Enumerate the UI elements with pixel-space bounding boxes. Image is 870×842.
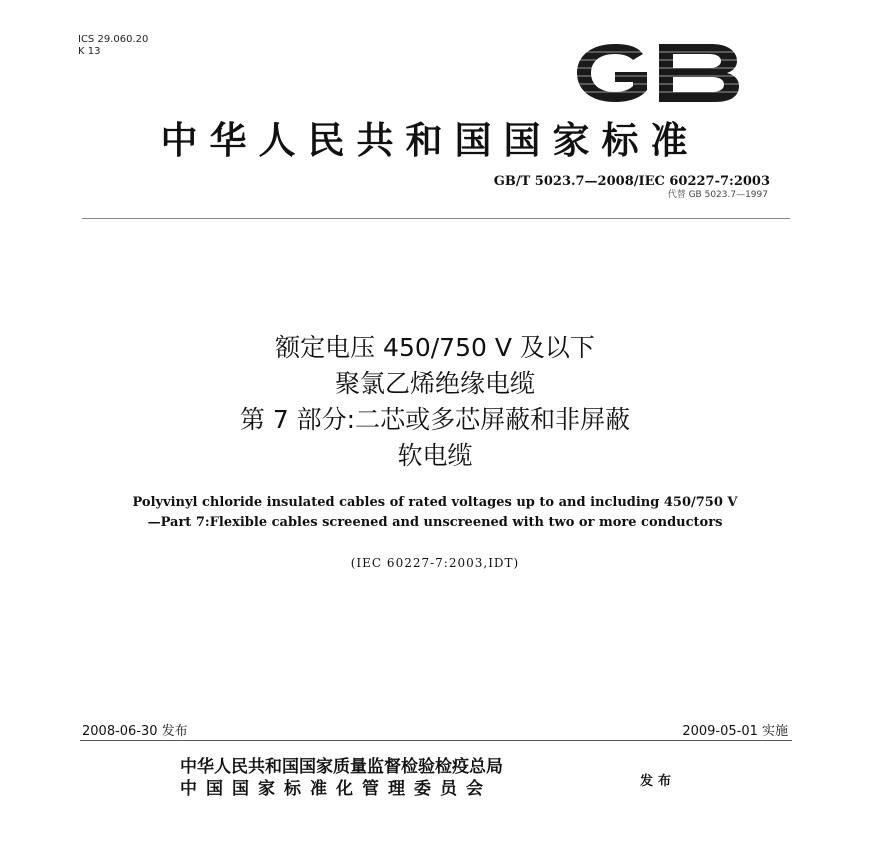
gb-logo-icon: [571, 40, 743, 106]
ics-code: ICS 29.060.20: [78, 34, 149, 45]
header-divider: [82, 218, 790, 219]
equivalence-note: (IEC 60227-7:2003,IDT): [350, 556, 520, 570]
cn-title-line-4: 软电缆: [397, 441, 473, 470]
classification-code: K 13: [78, 46, 101, 57]
footer-divider: [80, 740, 792, 741]
cn-title-line-3: 第 7 部分:二芯或多芯屏蔽和非屏蔽: [239, 405, 631, 434]
publish-label: 发布: [640, 774, 677, 789]
cn-title-line-1: 额定电压 450/750 V 及以下: [275, 333, 595, 362]
national-standard-heading: 中华人民共和国国家标准: [160, 118, 700, 162]
issuer-line-2: 中国国家标准化管理委员会: [180, 779, 492, 799]
en-title-line-2: —Part 7:Flexible cables screened and unscreened with two or more conductors: [147, 515, 723, 530]
replaces-note: 代替 GB 5023.7—1997: [667, 190, 768, 200]
issuer-line-1: 中华人民共和国国家质量监督检验检疫总局: [180, 757, 503, 777]
en-title-line-1: Polyvinyl chloride insulated cables of rated voltages up to and including 450/750 V: [132, 495, 738, 510]
classification-codes: [78, 34, 148, 58]
standard-number: GB/T 5023.7—2008/IEC 60227-7:2003: [493, 174, 770, 189]
implementation-date: 2009-05-01 实施: [682, 724, 788, 739]
issue-date: 2008-06-30 发布: [82, 724, 188, 739]
cn-title-line-2: 聚氯乙烯绝缘电缆: [334, 369, 535, 398]
